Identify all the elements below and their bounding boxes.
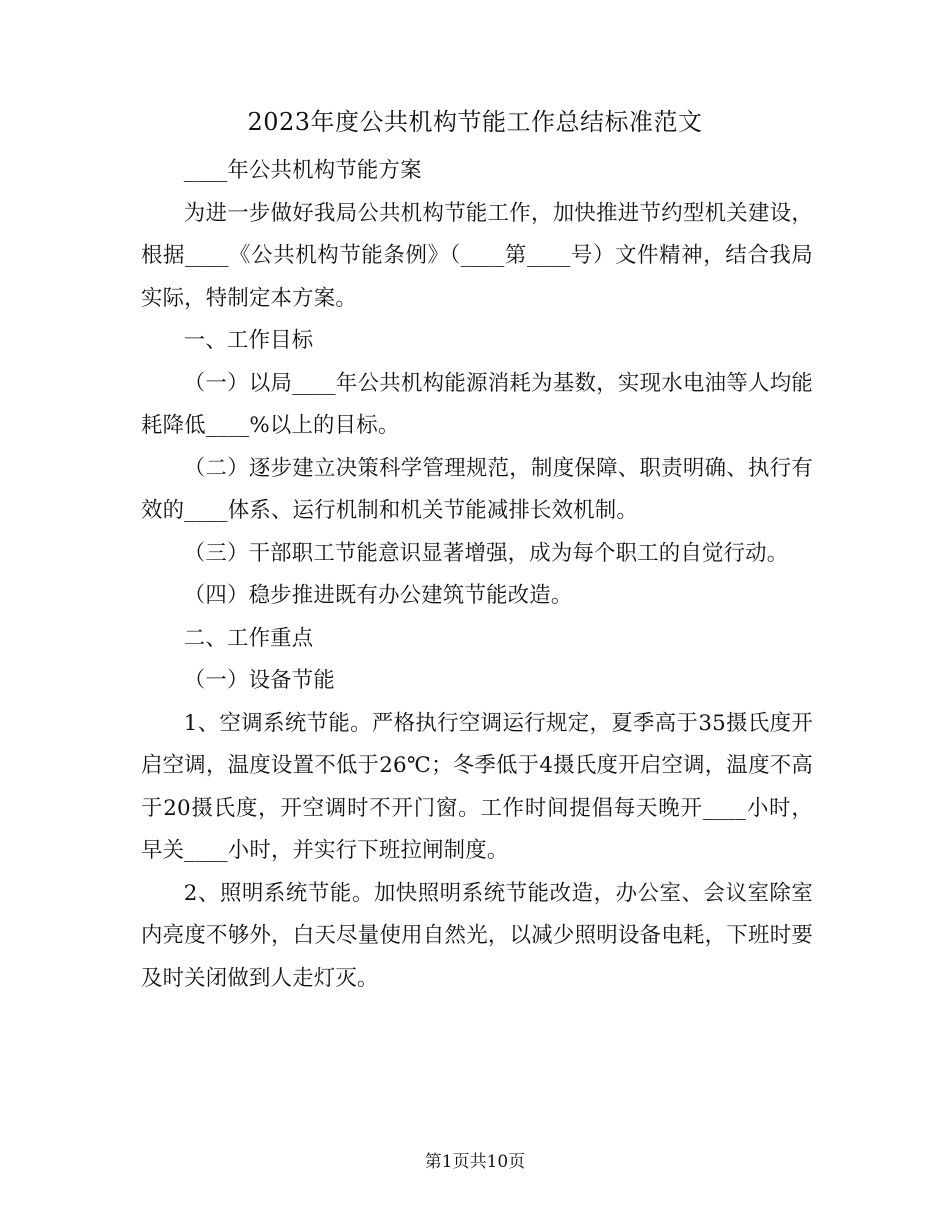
paragraph-plan-heading: ____年公共机构节能方案 [183, 158, 422, 183]
document-title: 2023年度公共机构节能工作总结标准范文 [247, 108, 703, 136]
subheading-equipment: （一）设备节能 [183, 668, 335, 693]
paragraph-goal-2: （二）逐步建立决策科学管理规范，制度保障、职责明确、执行有效的____体系、运行机制和机关节能减排长效机制。 [141, 455, 813, 523]
paragraph-goal-1: （一）以局____年公共机构能源消耗为基数，实现水电油等人均能耗降低____%以上的目标。 [141, 370, 813, 438]
section-heading-focus: 二、工作重点 [183, 625, 314, 651]
section-heading-goals: 一、工作目标 [183, 328, 314, 353]
document-body [141, 150, 813, 1000]
paragraph-air-conditioning: 1、空调系统节能。严格执行空调运行规定，夏季高于35摄氏度开启空调，温度设置不低于26℃；冬季低于4摄氏度开启空调，温度不高于20摄氏度，开空调时不开门窗。工作时间提倡每天晚开____小时，早关____小时，并实行下班拉闸制度。 [141, 710, 813, 863]
page-number-footer: 第1页共10页 [424, 1152, 526, 1172]
paragraph-goal-4: （四）稳步推进既有办公建筑节能改造。 [183, 583, 573, 608]
paragraph-goal-3: （三）干部职工节能意识显著增强，成为每个职工的自觉行动。 [183, 540, 789, 566]
paragraph-lighting: 2、照明系统节能。加快照明系统节能改造，办公室、会议室除室内亮度不够外，白天尽量使用自然光，以减少照明设备电耗，下班时要及时关闭做到人走灯灭。 [141, 880, 813, 991]
paragraph-intro: 为进一步做好我局公共机构节能工作，加快推进节约型机关建设，根据____《公共机构节能条例》（____第____号）文件精神，结合我局实际，特制定本方案。 [141, 200, 813, 311]
